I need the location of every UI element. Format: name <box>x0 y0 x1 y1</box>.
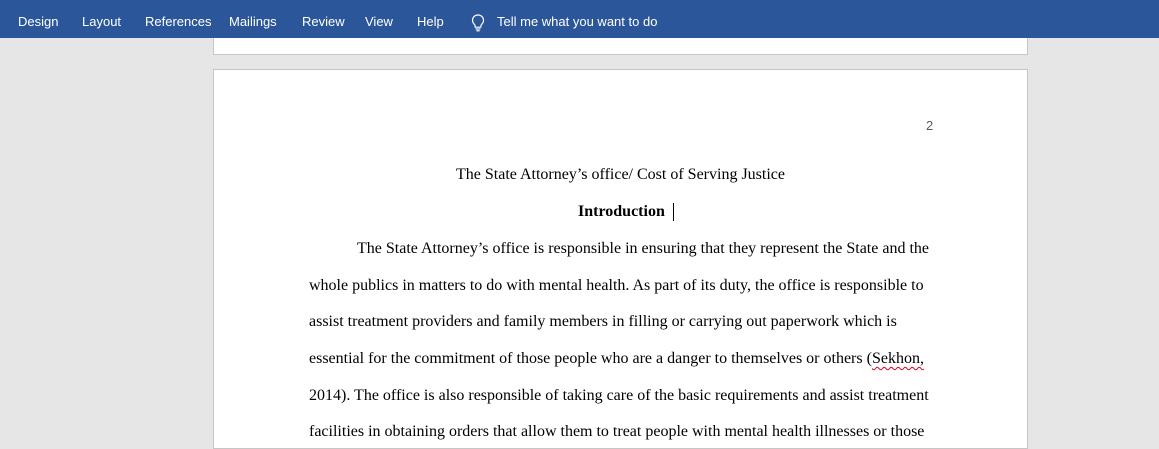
body-line-1[interactable]: The State Attorney’s office is responsible in ensuring that they represent the State and the <box>357 240 929 257</box>
tab-view[interactable]: View <box>365 14 393 29</box>
body-line-3[interactable]: assist treatment providers and family members in filling or carrying out paperwork which is <box>309 313 897 330</box>
tell-me-search[interactable]: Tell me what you want to do <box>497 14 658 29</box>
body-line-4[interactable] <box>309 350 924 368</box>
ribbon-tab-bar <box>0 0 1159 38</box>
tab-mailings[interactable]: Mailings <box>229 14 277 29</box>
body-line-6[interactable]: facilities in obtaining orders that allow them to treat people with mental health illnesses or those <box>309 423 925 440</box>
tab-references[interactable]: References <box>145 14 212 29</box>
tab-help[interactable]: Help <box>417 14 444 29</box>
body-line-4-text: essential for the commitment of those people who are a danger to themselves or others ( <box>309 350 872 367</box>
tab-layout[interactable]: Layout <box>82 14 122 29</box>
lightbulb-icon[interactable] <box>471 14 485 32</box>
tab-review[interactable]: Review <box>302 14 345 29</box>
text-cursor <box>673 203 674 221</box>
document-title[interactable]: The State Attorney’s office/ Cost of Serving Justice <box>456 166 785 183</box>
section-heading[interactable]: Introduction <box>578 203 665 220</box>
tab-design[interactable]: Design <box>18 14 59 29</box>
citation-author-misspelled[interactable]: Sekhon, <box>871 350 924 367</box>
page-number: 2 <box>926 118 934 133</box>
previous-page <box>213 38 1028 55</box>
body-line-2[interactable]: whole publics in matters to do with mental health. As part of its duty, the office is responsible to <box>309 277 924 294</box>
body-line-5[interactable]: 2014). The office is also responsible of taking care of the basic requirements and assist treatment <box>309 387 929 404</box>
